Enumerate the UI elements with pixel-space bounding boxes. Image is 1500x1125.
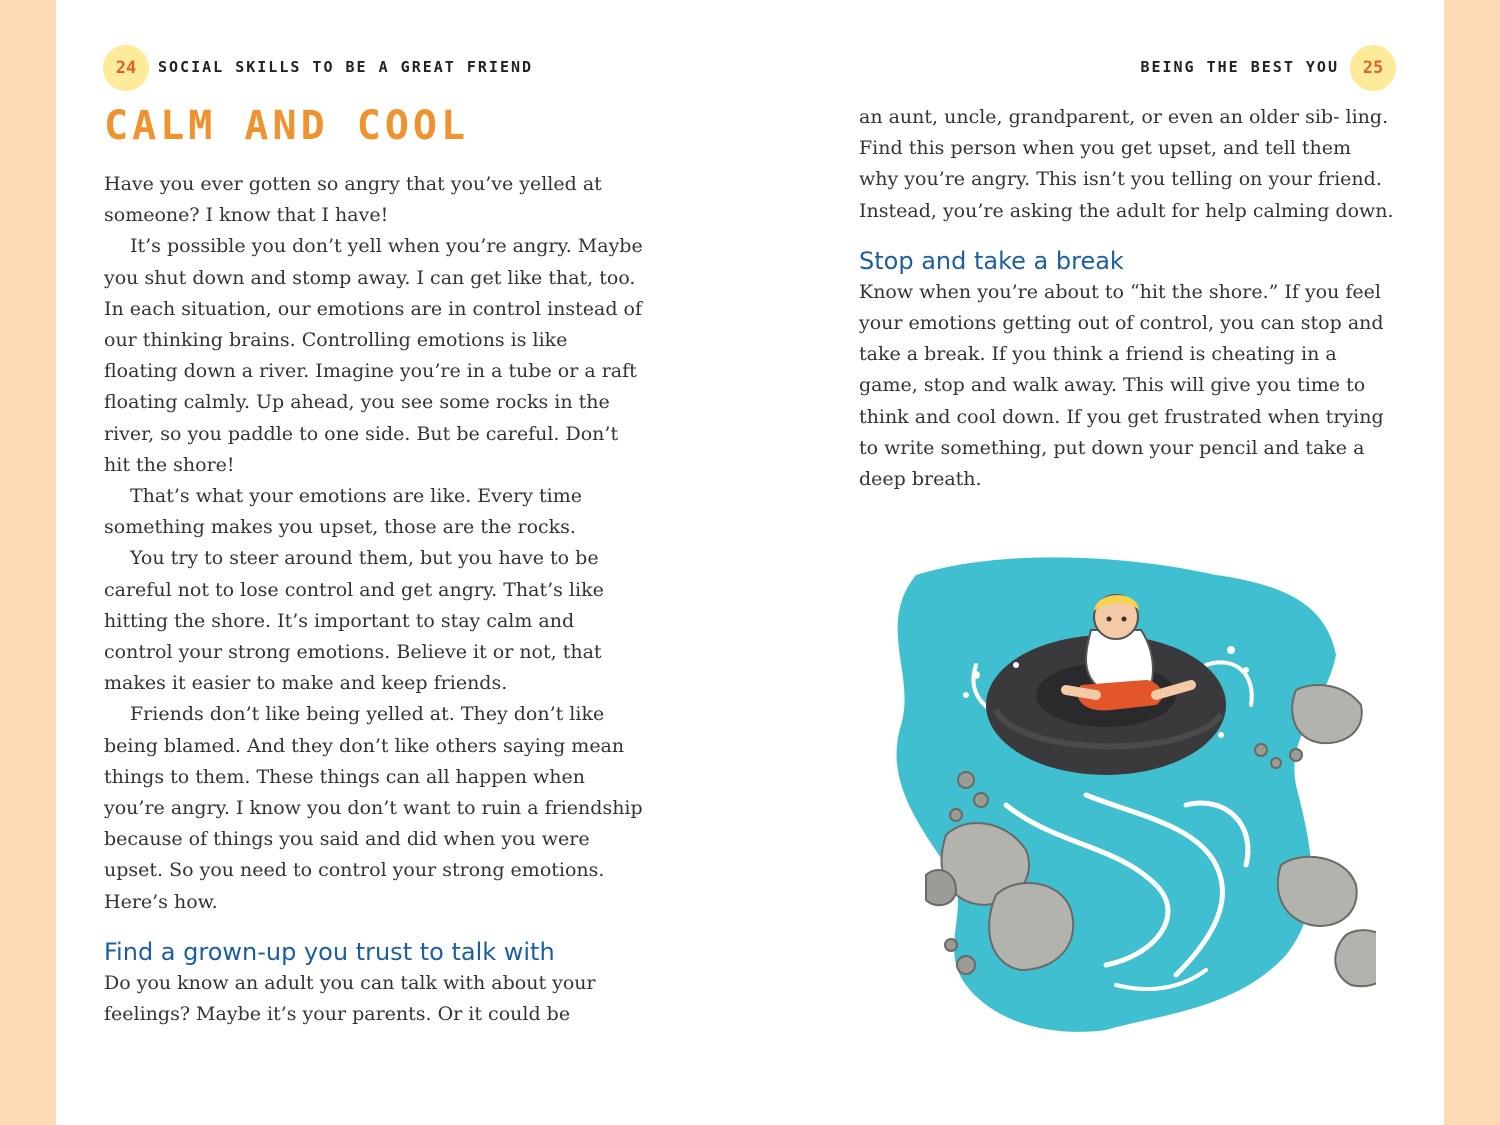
paragraph-3: That’s what your emotions are like. Every time something makes you upset, those are the rocks. <box>104 485 582 539</box>
rock-3 <box>1292 685 1362 743</box>
right-running-head: BEING THE BEST YOU <box>1140 58 1339 76</box>
paragraph-2: It’s possible you don’t yell when you’re angry. Maybe you shut down and stomp away. I can get like that, too. In each situation, our emotions are in control instead of our thinking brains. Controlling emotions is like floating down a river. Imagine you’re in a tube or a raft floating calmly. Up ahead, you see some rocks in the river, so you paddle to one side. But be careful. Don’t hit the shore! <box>104 235 643 476</box>
subheading-find-grown-up: Find a grown-up you trust to talk with <box>104 937 555 966</box>
rock-5 <box>1335 930 1376 986</box>
chapter-title: CALM AND COOL <box>104 103 470 149</box>
paragraph-5: Friends don’t like being yelled at. They don’t like being blamed. And they don’t like others saying mean things to them. These things can all happen when you’re angry. I know you don’t want to ruin a friendship because of things you said and did when you were upset. So you need to control your strong emotions. Here’s how. <box>104 703 643 913</box>
right-page-number: 25 <box>1350 45 1396 91</box>
subheading-find-grown-up-text: Do you know an adult you can talk with about your feelings? Maybe it’s your parents. Or it could be <box>104 971 596 1026</box>
paragraph-4: You try to steer around them, but you have to be careful not to lose control and get angry. That’s like hitting the shore. It’s important to stay calm and control your strong emotions. Believe it or not, that makes it easier to make and keep friends. <box>104 547 604 695</box>
subheading-stop-take-break: Stop and take a break <box>859 246 1124 275</box>
rock-6 <box>926 870 956 905</box>
book-spread <box>56 0 1444 1125</box>
river-tube-illustration <box>856 545 1376 1040</box>
left-page-number: 24 <box>103 45 149 91</box>
right-body-text <box>859 102 1394 495</box>
subheading-stop-take-break-text: Know when you’re about to “hit the shore.” If you feel your emotions getting out of control, you can stop and take a break. If you think a friend is cheating in a game, stop and walk away. This will give you time to think and cool down. If you get frustrated when trying to write something, put down your pencil and take a deep breath. <box>859 280 1384 491</box>
left-body-text <box>104 169 644 1030</box>
paragraph-1: Have you ever gotten so angry that you’ve yelled at someone? I know that I have! <box>104 173 602 227</box>
continued-paragraph: an aunt, uncle, grandparent, or even an older sib- ling. Find this person when you get upset, and tell them why you’re angry. This isn’t you telling on your friend. Instead, you’re asking the adult for help calming down. <box>859 106 1394 222</box>
left-running-head: SOCIAL SKILLS TO BE A GREAT FRIEND <box>158 58 534 76</box>
